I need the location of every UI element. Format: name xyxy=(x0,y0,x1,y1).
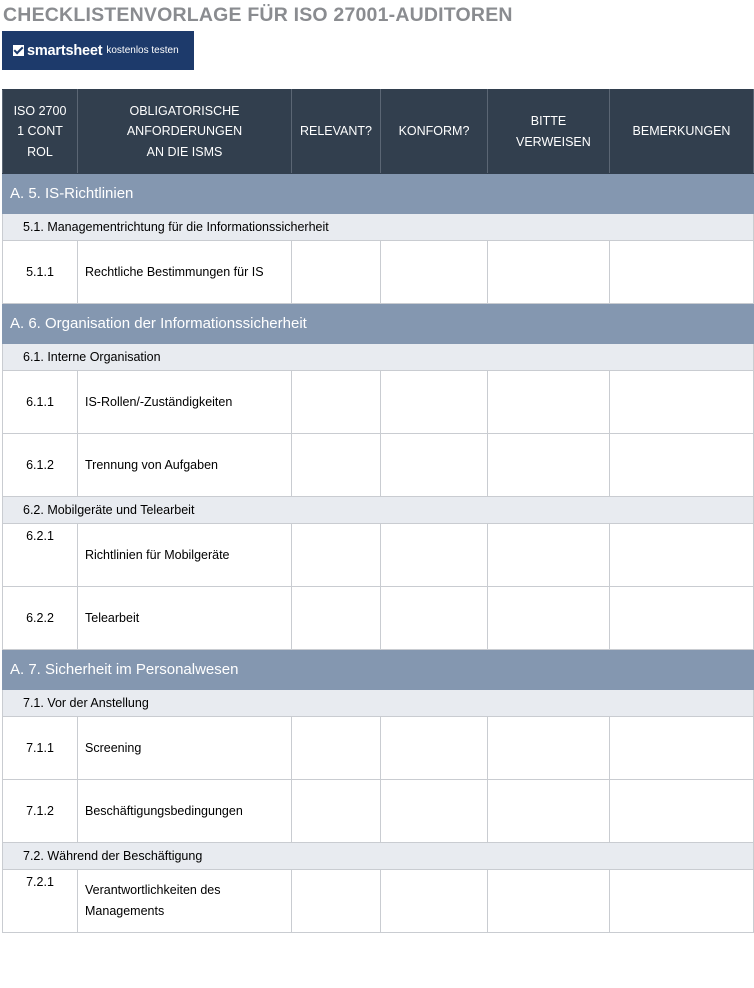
relevant-cell[interactable] xyxy=(292,780,381,843)
reference-cell[interactable] xyxy=(488,241,610,304)
section-row xyxy=(3,174,754,214)
requirement-text: Telearbeit xyxy=(78,587,292,650)
requirement-text: Beschäftigungsbedingungen xyxy=(78,780,292,843)
control-code: 5.1.1 xyxy=(3,241,78,304)
subsection-row xyxy=(3,497,754,524)
table-row xyxy=(3,371,754,434)
requirement-text: Rechtliche Bestimmungen für IS xyxy=(78,241,292,304)
section-row xyxy=(3,304,754,344)
logo-cta: kostenlos testen xyxy=(106,45,179,56)
reference-cell[interactable] xyxy=(488,524,610,587)
compliant-cell[interactable] xyxy=(381,434,488,497)
header-row xyxy=(3,90,754,174)
table-row xyxy=(3,870,754,933)
reference-cell[interactable] xyxy=(488,870,610,933)
requirement-text: Screening xyxy=(78,717,292,780)
compliant-cell[interactable] xyxy=(381,870,488,933)
checkmark-icon xyxy=(13,45,24,56)
control-code: 6.1.1 xyxy=(3,371,78,434)
remarks-cell[interactable] xyxy=(610,371,754,434)
table-row xyxy=(3,780,754,843)
relevant-cell[interactable] xyxy=(292,587,381,650)
control-code: 6.1.2 xyxy=(3,434,78,497)
compliant-cell[interactable] xyxy=(381,241,488,304)
remarks-cell[interactable] xyxy=(610,587,754,650)
table-row xyxy=(3,434,754,497)
subsection-label: 7.1. Vor der Anstellung xyxy=(3,690,754,717)
reference-cell[interactable] xyxy=(488,717,610,780)
remarks-cell[interactable] xyxy=(610,717,754,780)
requirement-text: Richtlinien für Mobilgeräte xyxy=(78,524,292,587)
checklist-table xyxy=(2,89,754,933)
subsection-row xyxy=(3,843,754,870)
control-code: 7.1.1 xyxy=(3,717,78,780)
section-row xyxy=(3,650,754,690)
header-requirements: OBLIGATORISCHE ANFORDERUNGEN AN DIE ISMS xyxy=(78,90,292,174)
subsection-label: 7.2. Während der Beschäftigung xyxy=(3,843,754,870)
control-code: 7.1.2 xyxy=(3,780,78,843)
relevant-cell[interactable] xyxy=(292,241,381,304)
section-label: A. 5. IS-Richtlinien xyxy=(3,174,754,214)
relevant-cell[interactable] xyxy=(292,434,381,497)
control-code: 6.2.1 xyxy=(3,524,78,587)
relevant-cell[interactable] xyxy=(292,870,381,933)
compliant-cell[interactable] xyxy=(381,524,488,587)
reference-cell[interactable] xyxy=(488,780,610,843)
relevant-cell[interactable] xyxy=(292,371,381,434)
compliant-cell[interactable] xyxy=(381,371,488,434)
compliant-cell[interactable] xyxy=(381,780,488,843)
remarks-cell[interactable] xyxy=(610,241,754,304)
subsection-row xyxy=(3,344,754,371)
table-row xyxy=(3,587,754,650)
header-reference: BITTE VERWEISEN xyxy=(488,90,610,174)
control-code: 7.2.1 xyxy=(3,870,78,933)
control-code: 6.2.2 xyxy=(3,587,78,650)
header-relevant: RELEVANT? xyxy=(292,90,381,174)
compliant-cell[interactable] xyxy=(381,587,488,650)
page-title: CHECKLISTENVORLAGE FÜR ISO 27001-AUDITOREN xyxy=(3,4,513,26)
requirement-text: IS-Rollen/-Zuständigkeiten xyxy=(78,371,292,434)
remarks-cell[interactable] xyxy=(610,780,754,843)
logo-brand: smartsheet xyxy=(27,42,103,59)
reference-cell[interactable] xyxy=(488,434,610,497)
remarks-cell[interactable] xyxy=(610,870,754,933)
reference-cell[interactable] xyxy=(488,587,610,650)
reference-cell[interactable] xyxy=(488,371,610,434)
table-row xyxy=(3,241,754,304)
subsection-row xyxy=(3,690,754,717)
header-control: ISO 27001 CONTROL xyxy=(3,90,78,174)
subsection-row xyxy=(3,214,754,241)
section-label: A. 6. Organisation der Informationssicherheit xyxy=(3,304,754,344)
remarks-cell[interactable] xyxy=(610,434,754,497)
section-label: A. 7. Sicherheit im Personalwesen xyxy=(3,650,754,690)
subsection-label: 5.1. Managementrichtung für die Informationssicherheit xyxy=(3,214,754,241)
requirement-text: Trennung von Aufgaben xyxy=(78,434,292,497)
subsection-label: 6.1. Interne Organisation xyxy=(3,344,754,371)
compliant-cell[interactable] xyxy=(381,717,488,780)
header-compliant: KONFORM? xyxy=(381,90,488,174)
relevant-cell[interactable] xyxy=(292,717,381,780)
subsection-label: 6.2. Mobilgeräte und Telearbeit xyxy=(3,497,754,524)
remarks-cell[interactable] xyxy=(610,524,754,587)
smartsheet-logo-link[interactable] xyxy=(2,31,194,70)
requirement-text: Verantwortlichkeiten des Managements xyxy=(78,870,292,933)
table-row xyxy=(3,717,754,780)
header-remarks: BEMERKUNGEN xyxy=(610,90,754,174)
table-row xyxy=(3,524,754,587)
relevant-cell[interactable] xyxy=(292,524,381,587)
